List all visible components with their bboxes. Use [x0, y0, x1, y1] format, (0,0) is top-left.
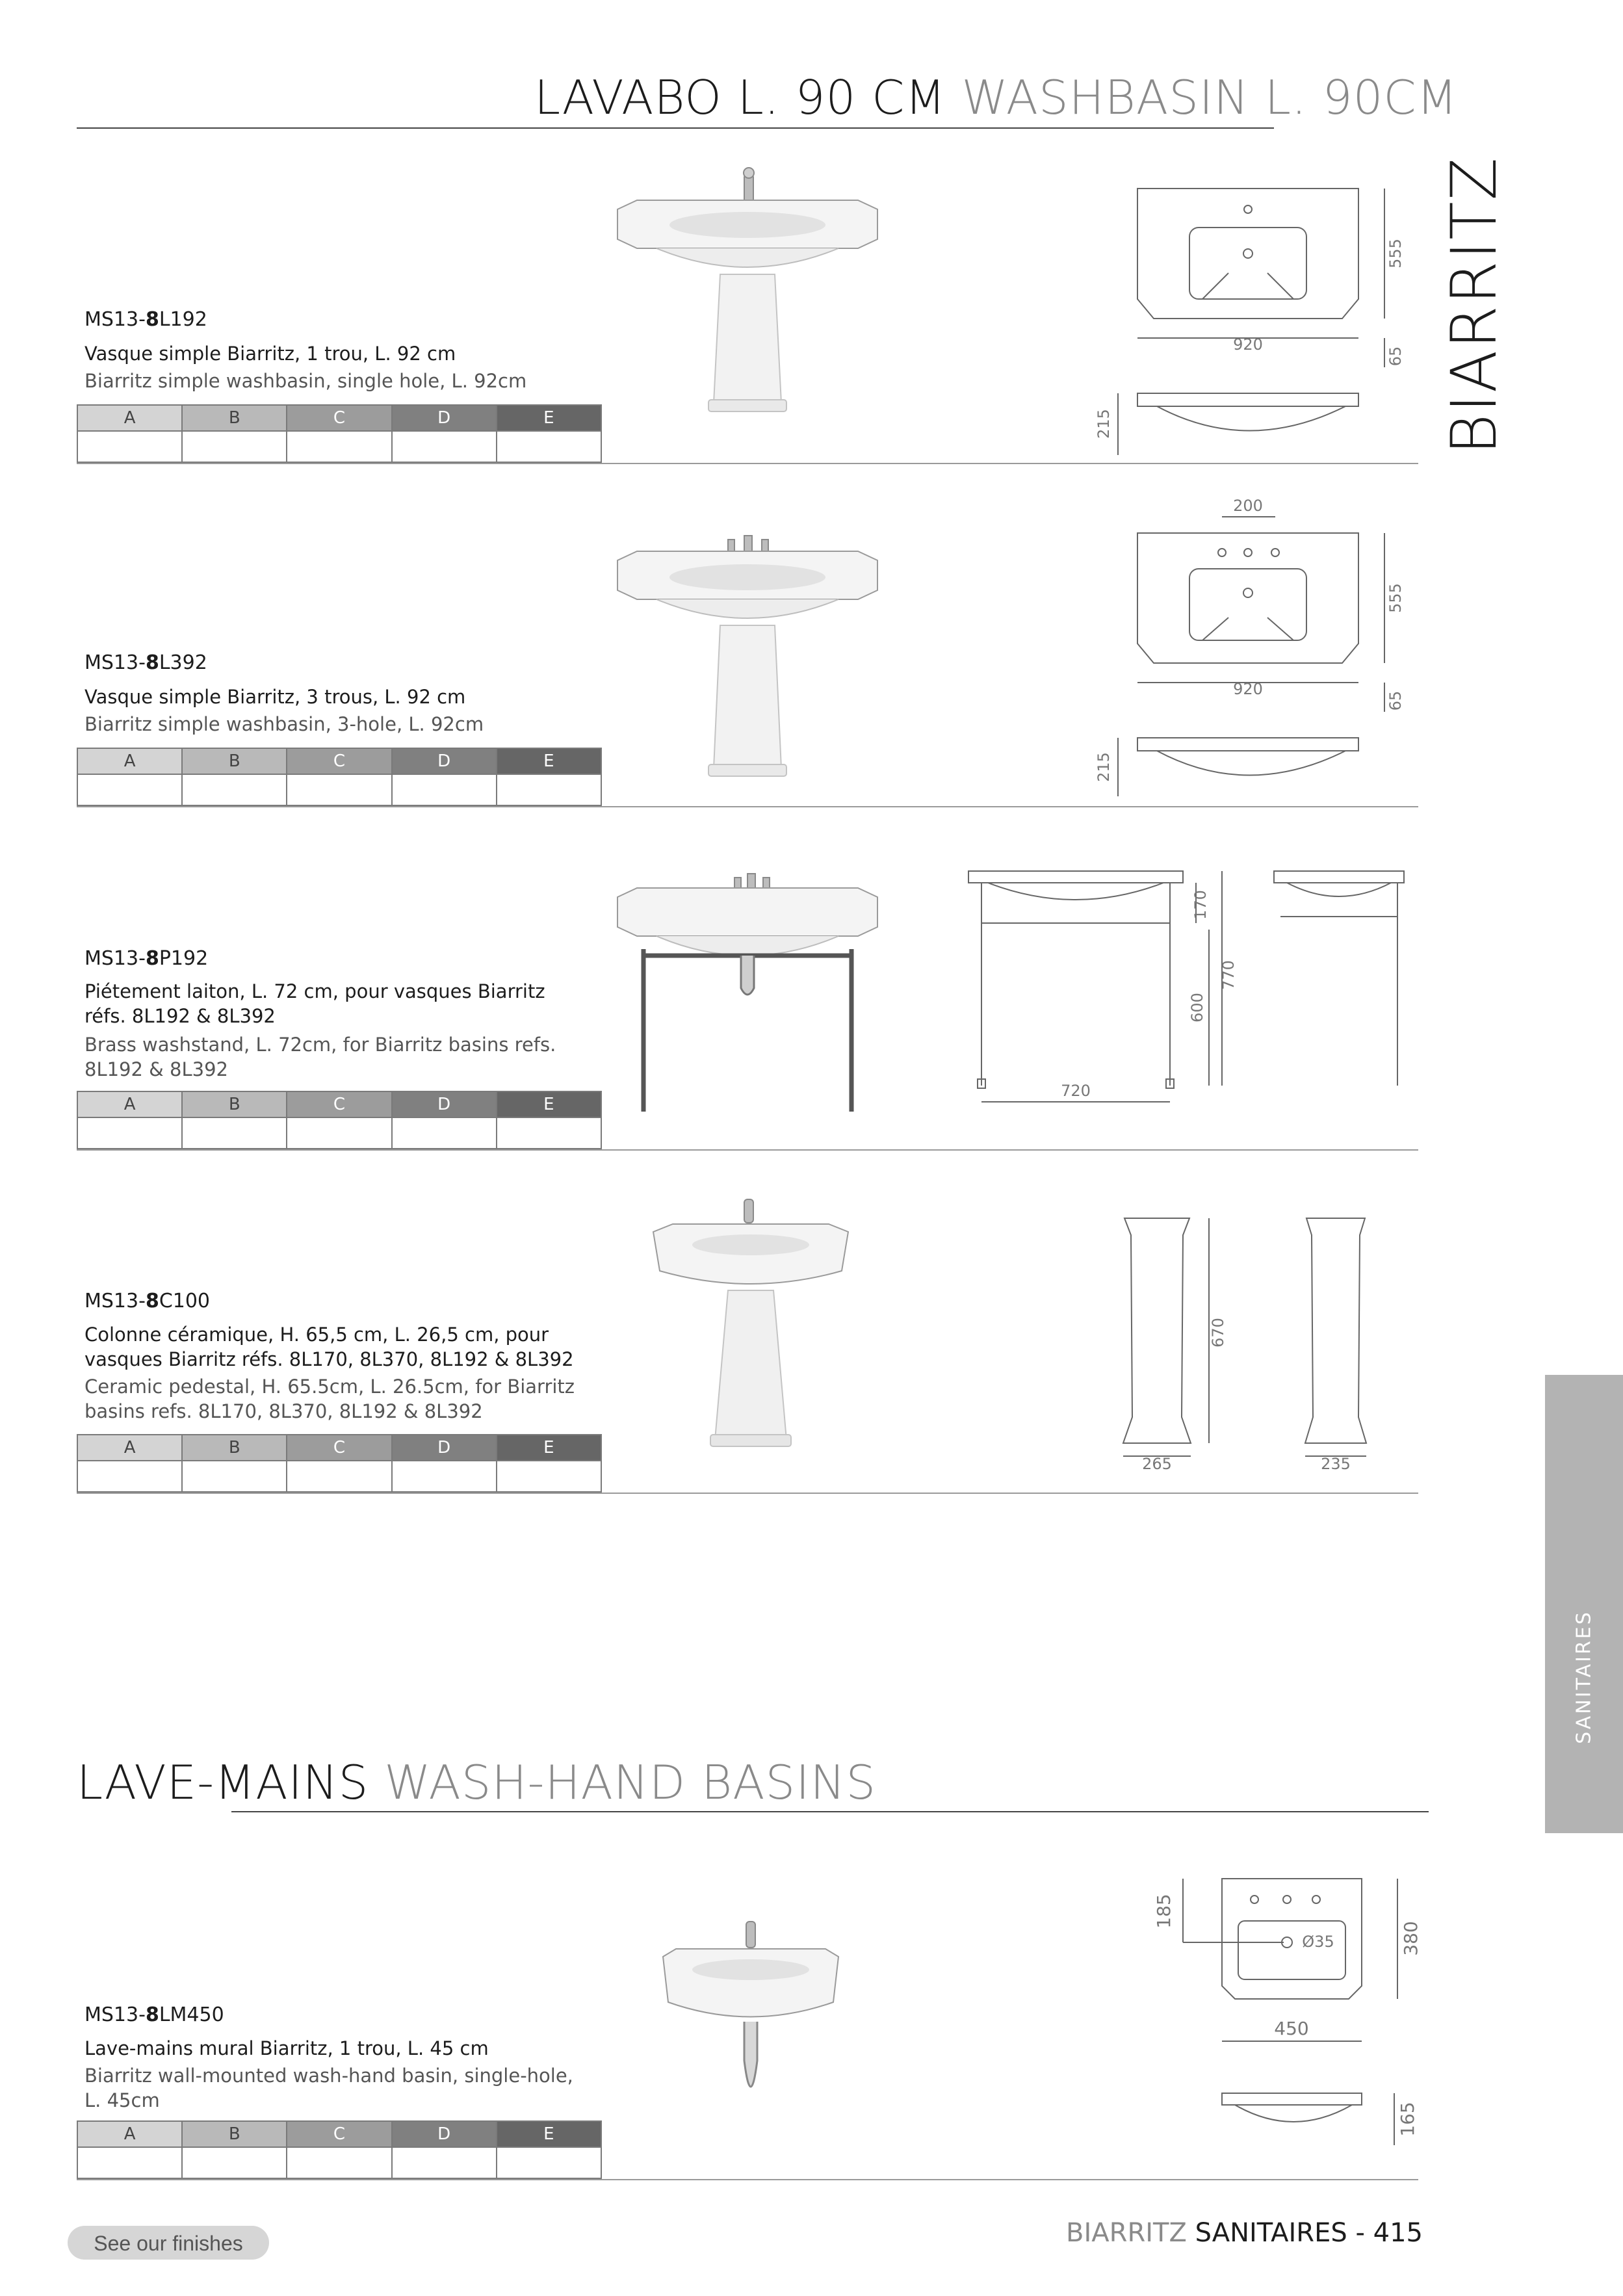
code-suffix: C100 [159, 1290, 211, 1312]
finish-e[interactable]: E [497, 1091, 601, 1117]
dim-width: 920 [1233, 680, 1263, 698]
dim-height: 555 [1386, 239, 1405, 268]
finish-cell [287, 431, 391, 462]
finish-cell [392, 1461, 497, 1492]
product-photo-ceramic-pedestal [647, 1199, 855, 1459]
finish-c[interactable]: C [287, 1091, 391, 1117]
dim-holes: 200 [1233, 497, 1263, 515]
section-separator [77, 1493, 1418, 1494]
finish-e[interactable]: E [497, 405, 601, 431]
finish-cell [287, 1117, 391, 1149]
product-photo-basin-pedestal [611, 163, 884, 436]
technical-drawing-1 [1095, 182, 1423, 455]
product-desc-en: Brass washstand, L. 72cm, for Biarritz basins refs. 8L192 & 8L392 [84, 1034, 556, 1080]
finish-cell [182, 2147, 287, 2178]
header-rule [77, 127, 1274, 129]
finish-b[interactable]: B [182, 1091, 287, 1117]
code-suffix: P192 [159, 947, 209, 970]
dim-front: 265 [1142, 1455, 1172, 1473]
footer-separator: - [1355, 2218, 1365, 2248]
product-desc-fr: Piétement laiton, L. 72 cm, pour vasques Biarritz réfs. 8L192 & 8L392 [84, 980, 545, 1027]
finish-a[interactable]: A [77, 405, 182, 431]
code-bold: 8 [145, 2003, 159, 2026]
dim-side: 235 [1321, 1455, 1351, 1473]
side-tab[interactable] [1545, 1375, 1623, 1833]
dim-depth: 215 [1095, 409, 1113, 439]
footer-brand: BIARRITZ [1066, 2218, 1187, 2248]
code-suffix: L192 [159, 308, 207, 331]
finish-b[interactable]: B [182, 2121, 287, 2147]
finish-d[interactable]: D [392, 1435, 497, 1461]
finish-cell [77, 431, 182, 462]
finish-c[interactable]: C [287, 748, 391, 774]
section-rule [231, 1811, 1429, 1812]
section-separator [77, 463, 1418, 464]
finish-table [77, 1091, 602, 1149]
page-title [534, 70, 1458, 125]
finish-c[interactable]: C [287, 405, 391, 431]
section-title-fr: LAVE-MAINS [77, 1755, 369, 1810]
dim-depth: 165 [1397, 2102, 1418, 2137]
finish-cell [392, 2147, 497, 2178]
section-separator [77, 1149, 1418, 1151]
product-desc-fr: Vasque simple Biarritz, 3 trous, L. 92 cm [84, 686, 466, 708]
finish-d[interactable]: D [392, 405, 497, 431]
page-title-fr: LAVABO L. 90 CM [534, 70, 946, 125]
finish-cell [497, 431, 601, 462]
finish-cell [287, 2147, 391, 2178]
code-prefix: MS13- [84, 308, 146, 331]
section-title [77, 1755, 876, 1810]
dim-leg: 600 [1188, 993, 1206, 1023]
code-prefix: MS13- [84, 1290, 146, 1312]
section-separator [77, 806, 1418, 807]
dim-total: 770 [1219, 960, 1238, 990]
page-footer [1066, 2218, 1423, 2248]
footer-section: SANITAIRES [1195, 2218, 1347, 2248]
finish-cell [77, 774, 182, 805]
code-prefix: MS13- [84, 2003, 146, 2026]
see-finishes-button[interactable]: See our finishes [68, 2226, 269, 2260]
dim-height: 555 [1386, 583, 1405, 613]
finish-e[interactable]: E [497, 1435, 601, 1461]
finish-a[interactable]: A [77, 2121, 182, 2147]
dim-rim: 65 [1386, 690, 1405, 711]
finish-a[interactable]: A [77, 1091, 182, 1117]
page-number: 415 [1373, 2218, 1423, 2248]
product-code [84, 651, 207, 674]
section-separator [77, 2179, 1418, 2180]
code-suffix: LM450 [159, 2003, 224, 2026]
finish-e[interactable]: E [497, 2121, 601, 2147]
finish-b[interactable]: B [182, 1435, 287, 1461]
finish-c[interactable]: C [287, 1435, 391, 1461]
finish-cell [497, 1461, 601, 1492]
side-tab-label: SANITAIRES [1572, 1610, 1596, 1745]
finish-table [77, 2120, 602, 2179]
finish-cell [392, 431, 497, 462]
technical-drawing-3 [962, 858, 1430, 1131]
finish-d[interactable]: D [392, 1091, 497, 1117]
technical-drawing-2 [1095, 494, 1423, 800]
dim-depth: 215 [1095, 752, 1113, 782]
dim-height: 670 [1209, 1318, 1227, 1348]
product-desc-en: Ceramic pedestal, H. 65.5cm, L. 26.5cm, for Biarritz basins refs. 8L170, 8L370, 8L192 & 8L392 [84, 1376, 575, 1422]
technical-drawing-5 [1137, 1872, 1430, 2158]
dim-width: 920 [1233, 335, 1263, 354]
finish-cell [182, 1461, 287, 1492]
product-code [84, 1290, 210, 1312]
product-code [84, 2003, 224, 2026]
finish-cell [287, 774, 391, 805]
brand-vertical [1429, 156, 1520, 455]
finish-cell [497, 2147, 601, 2178]
product-desc-fr: Lave-mains mural Biarritz, 1 trou, L. 45 cm [84, 2037, 489, 2059]
finish-a[interactable]: A [77, 1435, 182, 1461]
dim-top: 170 [1191, 890, 1210, 920]
finish-d[interactable]: D [392, 748, 497, 774]
finish-table [77, 1434, 602, 1493]
code-prefix: MS13- [84, 947, 146, 970]
product-code [84, 308, 207, 331]
product-code [84, 947, 208, 970]
finish-c[interactable]: C [287, 2121, 391, 2147]
product-desc-fr: Vasque simple Biarritz, 1 trou, L. 92 cm [84, 343, 456, 365]
finish-cell [77, 1461, 182, 1492]
finish-cell [497, 1117, 601, 1149]
finish-cell [392, 774, 497, 805]
code-bold: 8 [145, 947, 159, 970]
finish-cell [392, 1117, 497, 1149]
code-bold: 8 [145, 308, 159, 331]
section-title-en: WASH-HAND BASINS [384, 1755, 877, 1810]
product-photo-wall-basin [656, 1918, 845, 2132]
code-suffix: L392 [159, 651, 207, 674]
page-title-en: WASHBASIN L. 90CM [961, 70, 1458, 125]
finish-e[interactable]: E [497, 748, 601, 774]
finish-cell [182, 1117, 287, 1149]
code-bold: 8 [145, 1290, 159, 1312]
finish-table [77, 748, 602, 806]
brand-vertical-text: BIARRITZ [1438, 156, 1511, 455]
dim-height: 380 [1400, 1921, 1422, 1956]
finish-cell [77, 2147, 182, 2178]
dim-hole: Ø35 [1302, 1933, 1334, 1951]
finish-cell [287, 1461, 391, 1492]
finish-cell [182, 431, 287, 462]
product-desc-en: Biarritz wall-mounted wash-hand basin, single-hole, L. 45cm [84, 2065, 573, 2111]
finish-cell [497, 774, 601, 805]
finish-b[interactable]: B [182, 748, 287, 774]
dim-width: 720 [1061, 1082, 1091, 1100]
finish-table [77, 404, 602, 463]
finish-cell [182, 774, 287, 805]
product-photo-washstand [611, 865, 884, 1125]
finish-b[interactable]: B [182, 405, 287, 431]
finish-cell [77, 1117, 182, 1149]
dim-rim: 65 [1386, 346, 1405, 367]
finish-a[interactable]: A [77, 748, 182, 774]
product-desc-en: Biarritz simple washbasin, 3-hole, L. 92cm [84, 713, 484, 735]
code-bold: 8 [145, 651, 159, 674]
dim-width: 450 [1274, 2018, 1309, 2039]
dim-top: 185 [1153, 1894, 1175, 1929]
finish-d[interactable]: D [392, 2121, 497, 2147]
product-photo-basin-3hole [611, 527, 884, 787]
technical-drawing-4 [1105, 1209, 1391, 1476]
product-desc-en: Biarritz simple washbasin, single hole, L. 92cm [84, 370, 527, 392]
code-prefix: MS13- [84, 651, 146, 674]
product-desc-fr: Colonne céramique, H. 65,5 cm, L. 26,5 cm, pour vasques Biarritz réfs. 8L170, 8L370, 8L192 & 8L392 [84, 1324, 574, 1370]
